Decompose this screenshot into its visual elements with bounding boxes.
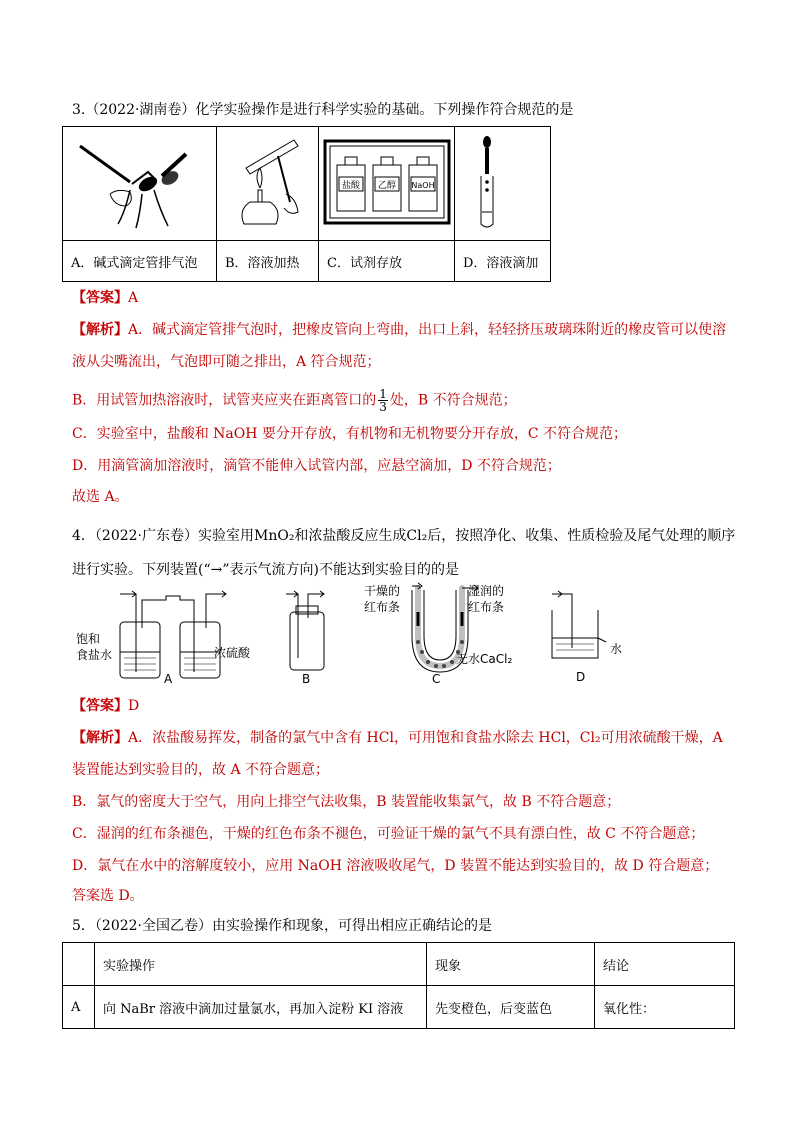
option-d-image <box>455 127 551 241</box>
q3-answer: A <box>128 290 139 306</box>
label-conc-sulfuric: 浓硫酸 <box>214 646 251 660</box>
answer-tag: 【答案】 <box>72 290 128 306</box>
caption-b: B <box>302 672 311 686</box>
label-cacl2: 无水CaCl₂ <box>456 652 513 666</box>
table-header-cell: 实验操作 <box>95 943 427 986</box>
option-c-image <box>319 127 455 241</box>
table-cell: 氧化性： <box>595 986 735 1029</box>
label-dry-1: 干燥的 <box>364 584 401 598</box>
option-a-caption: A．碱式滴定管排气泡 <box>63 241 217 282</box>
q5-table <box>62 942 735 1029</box>
frac-numerator: 1 <box>379 387 387 401</box>
table-header-cell: 结论 <box>595 943 735 986</box>
q4-stem-2: 进行实验。下列装置(“→”表示气流方向)不能达到实验目的的是 <box>72 562 459 578</box>
q4-answer: D <box>128 698 140 714</box>
option-b-caption: B．溶液加热 <box>217 241 319 282</box>
apparatus-d <box>546 590 623 684</box>
q4-analysis-c: C．湿润的红布条褪色，干燥的红色布条不褪色，可验证干燥的氯气不具有漂白性，故 C 不符合题意； <box>72 826 705 842</box>
label-wet-2: 红布条 <box>468 600 505 614</box>
label-dry-2: 红布条 <box>364 600 401 614</box>
q4-analysis-a2: 装置能达到实验目的，故 A 不符合题意； <box>72 762 330 778</box>
q3-analysis-b-post: 处，B 不符合规范； <box>389 392 517 409</box>
apparatus-c <box>358 582 538 686</box>
analysis-tag: 【解析】 <box>72 322 128 338</box>
gas-collection-bottle-icon <box>284 588 334 678</box>
apparatus-a <box>76 588 272 692</box>
q3-analysis-a2: 液从尖嘴流出，气泡即可随之排出，A 符合规范； <box>72 354 381 370</box>
q4-answer-line <box>72 696 139 716</box>
label-wet-1: 湿润的 <box>468 584 505 598</box>
bottle-label-3: NaOH <box>410 180 435 190</box>
test-tube-heating-icon <box>220 132 316 232</box>
caption-c: C <box>432 672 441 686</box>
dropper-icon <box>473 132 533 232</box>
q5-stem: 5．（2022·全国乙卷）由实验操作和现象，可得出相应正确结论的是 <box>72 918 492 934</box>
option-b-image <box>217 127 319 241</box>
option-a-image <box>63 127 217 241</box>
answer-tag: 【答案】 <box>72 698 128 714</box>
q3-analysis-d: D．用滴管滴加溶液时，滴管不能伸入试管内部，应悬空滴加，D 不符合规范； <box>72 458 561 474</box>
q4-analysis-d: D．氯气在水中的溶解度较小，应用 NaOH 溶液吸收尾气，D 装置不能达到实验目的，故 D 符合题意； <box>72 858 719 874</box>
q3-options-table <box>62 126 551 282</box>
q3-analysis-b-pre: B．用试管加热溶液时，试管夹应夹在距离管口的 <box>72 392 377 409</box>
reagent-shelf-icon <box>323 137 451 227</box>
q4-conclusion: 答案选 D。 <box>72 888 144 904</box>
fraction-one-third <box>378 388 388 413</box>
option-d-caption: D．溶液滴加 <box>455 241 551 282</box>
apparatus-b <box>284 588 334 686</box>
bottle-label-1: 盐酸 <box>341 180 360 191</box>
q4-analysis-line-1 <box>72 728 723 748</box>
label-water: 水 <box>610 642 623 656</box>
bottle-label-2: 乙醇 <box>377 180 396 191</box>
table-header-row <box>63 943 735 986</box>
q4-analysis-a1: A．浓盐酸易挥发，制备的氯气中含有 HCl，可用饱和食盐水除去 HCl，Cl₂可用浓硫酸干燥，A <box>128 730 723 746</box>
caption-a: A <box>164 672 173 686</box>
q3-analysis-a1: A．碱式滴定管排气泡时，把橡皮管向上弯曲，出口上斜，轻轻挤压玻璃珠附近的橡皮管可以使溶 <box>128 322 727 338</box>
label-saturated-2: 食盐水 <box>76 648 113 662</box>
beaker-icon <box>546 590 610 664</box>
label-saturated-1: 饱和 <box>76 632 101 646</box>
q3-analysis-line-1 <box>72 320 726 340</box>
table-cell: 向 NaBr 溶液中滴加过量氯水，再加入淀粉 KI 溶液 <box>95 986 427 1029</box>
table-cell: 先变橙色，后变蓝色 <box>427 986 595 1029</box>
wash-bottles-icon <box>76 588 272 688</box>
frac-denominator: 3 <box>379 400 387 414</box>
q3-stem: 3.（2022·湖南卷）化学实验操作是进行科学实验的基础。下列操作符合规范的是 <box>72 102 574 118</box>
q3-analysis-c: C．实验室中，盐酸和 NaOH 要分开存放，有机物和无机物要分开存放，C 不符合规范； <box>72 426 628 442</box>
table-cell: A <box>63 986 95 1029</box>
table-row <box>63 986 735 1029</box>
q3-answer-line <box>72 288 138 308</box>
option-c-caption: C．试剂存放 <box>319 241 455 282</box>
q3-analysis-b-line <box>72 388 517 413</box>
table-header-cell <box>63 943 95 986</box>
q4-stem-1: 4．（2022·广东卷）实验室用MnO₂和浓盐酸反应生成Cl₂后，按照净化、收集、性质检验及尾气处理的顺序 <box>72 528 736 544</box>
caption-d: D <box>576 670 586 684</box>
analysis-tag: 【解析】 <box>72 730 128 746</box>
burette-bubble-icon <box>70 132 210 232</box>
q3-conclusion: 故选 A。 <box>72 489 129 505</box>
table-header-cell: 现象 <box>427 943 595 986</box>
q4-analysis-b: B．氯气的密度大于空气，用向上排空气法收集，B 装置能收集氯气，故 B 不符合题意； <box>72 794 621 810</box>
